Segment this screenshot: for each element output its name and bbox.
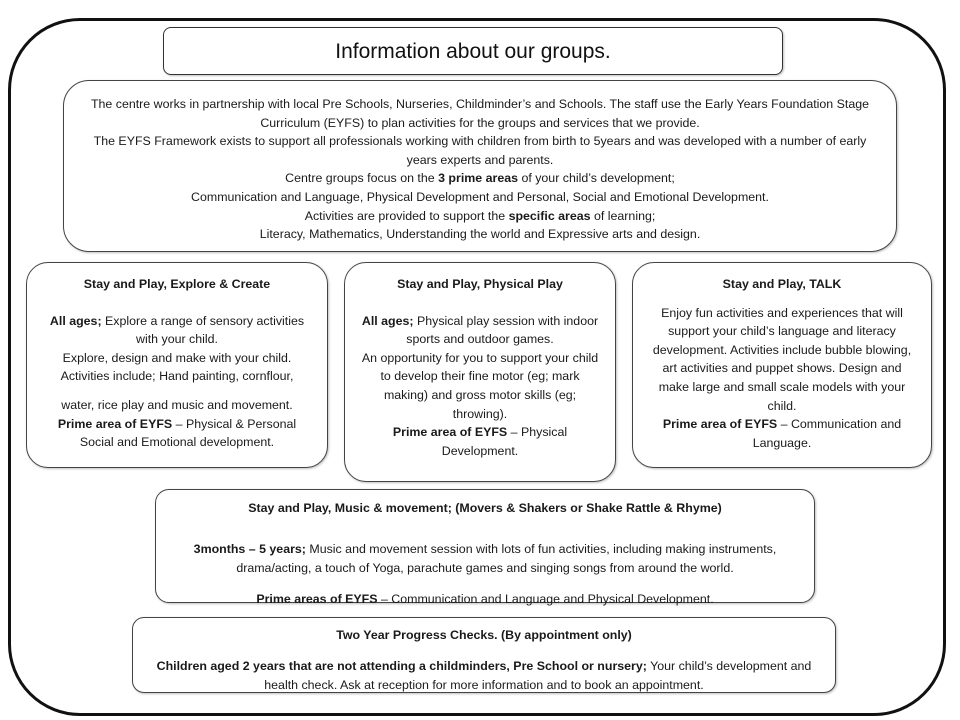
intro-paragraph-1: The centre works in partnership with local Pre Schools, Nurseries, Childminder’s and Schools. The staff use the Early Years Foundation Stage Curriculum (EYFS) to plan activities for the groups and services that we provide. xyxy=(90,97,870,130)
card-talk xyxy=(632,262,932,468)
intro-paragraph-4: Communication and Language, Physical Development and Personal, Social and Emotional Development. xyxy=(191,189,769,204)
intro-paragraph-6: Literacy, Mathematics, Understanding the world and Expressive arts and design. xyxy=(259,227,701,242)
intro-paragraph-5: Activities are provided to support the specific areas of learning; xyxy=(304,208,656,223)
checks-title: Two Year Progress Checks. (By appointment only) xyxy=(336,628,632,642)
prime-areas-highlight: 3 prime areas xyxy=(438,171,518,186)
progress-checks-panel xyxy=(132,617,836,693)
card-title: Stay and Play, TALK xyxy=(722,277,842,291)
card-body: water, rice play and music and movement. xyxy=(61,397,293,412)
card-body: An opportunity for you to support your child to develop their fine motor (eg; mark making) and gross motor skills (eg; throwing). xyxy=(361,350,599,421)
music-title: Stay and Play, Music & movement; (Movers & Shakers or Shake Rattle & Rhyme) xyxy=(248,501,722,515)
card-title: Stay and Play, Explore & Create xyxy=(83,277,271,291)
intro-paragraph-2: The EYFS Framework exists to support all professionals working with children from birth to 5years and was developed with a number of early years experts and parents. xyxy=(93,134,867,167)
card-title: Stay and Play, Physical Play xyxy=(397,277,563,291)
card-body: All ages; Explore a range of sensory activities with your child. xyxy=(49,313,305,347)
specific-areas-highlight: specific areas xyxy=(508,208,591,223)
checks-body: Children aged 2 years that are not attending a childminders, Pre School or nursery; Your child’s development and health check. Ask at reception for more information and to book an appointment. xyxy=(156,658,812,692)
card-physical-play xyxy=(344,262,616,482)
card-body: Enjoy fun activities and experiences that will support your child’s language and literacy development. Activities include bubble blowing, art activities and puppet shows. Design and make large and small scale models with your child. xyxy=(652,305,912,413)
card-prime-area: Prime area of EYFS – Communication and Language. xyxy=(662,417,902,450)
card-body: Activities include; Hand painting, cornflour, xyxy=(60,369,294,384)
card-body: Explore, design and make with your child. xyxy=(62,350,292,365)
music-body: 3months – 5 years; Music and movement session with lots of fun activities, including making instruments, drama/acting, a touch of Yoga, parachute games and singing songs from around the world. xyxy=(193,541,777,575)
page-title: Information about our groups. xyxy=(163,27,783,75)
music-movement-panel xyxy=(155,489,815,606)
card-body: All ages; Physical play session with indoor sports and outdoor games. xyxy=(361,313,599,347)
card-explore-create xyxy=(26,262,328,468)
intro-paragraph-3: Centre groups focus on the 3 prime areas of your child’s development; xyxy=(285,171,675,186)
card-prime-area: Prime area of EYFS – Physical & Personal Social and Emotional development. xyxy=(57,416,297,450)
card-prime-area: Prime area of EYFS – Physical Development. xyxy=(392,425,568,458)
intro-panel xyxy=(63,80,897,252)
music-prime-area: Prime areas of EYFS – Communication and Language and Physical Development. xyxy=(256,591,714,606)
